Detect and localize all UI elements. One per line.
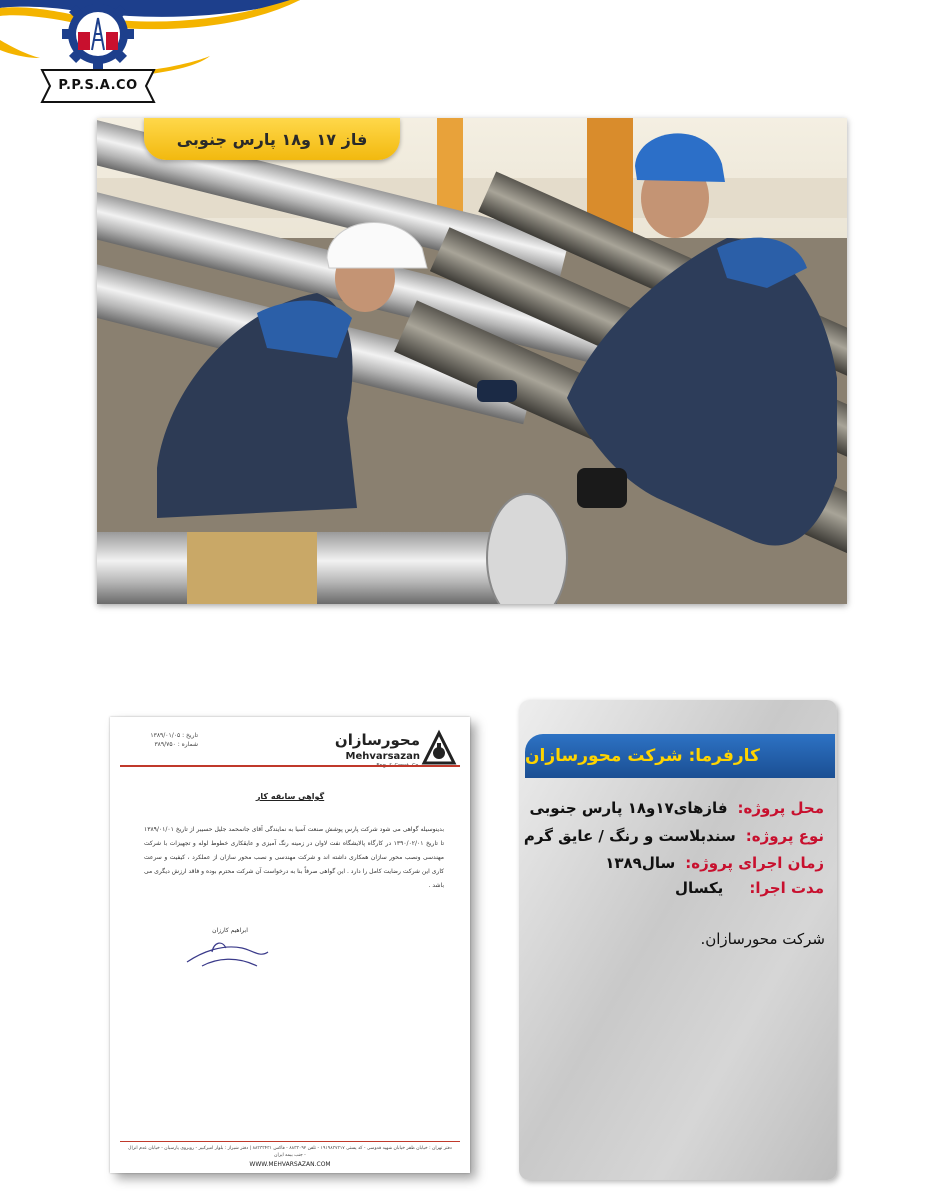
info-value: سال۱۳۸۹ xyxy=(605,854,676,872)
info-row-type xyxy=(524,825,824,847)
info-label: مدت اجرا: xyxy=(749,879,824,897)
reference-letter xyxy=(110,717,470,1173)
info-value: فازهای۱۷و۱۸ پارس جنوبی xyxy=(529,799,728,817)
client-title-text: کارفرما: شرکت محورسازان xyxy=(525,746,760,766)
letter-subject: گواهی سابقه کار xyxy=(255,792,325,801)
letter-date: تاریخ : ۱۳۸۹/۰۱/۰۵ xyxy=(150,732,198,739)
letter-header-rule xyxy=(120,765,460,767)
letter-company-en: Mehvarsazan xyxy=(345,751,420,762)
client-title xyxy=(525,734,835,778)
letter-date-block xyxy=(138,731,198,749)
panel-note: شرکت محورسازان. xyxy=(700,930,825,948)
info-value: یکسال xyxy=(675,879,724,897)
logo-text: P.P.S.A.CO xyxy=(58,77,138,93)
info-label: نوع پروژه: xyxy=(745,827,824,845)
info-row-time xyxy=(524,852,824,874)
letter-company-fa: محورسازان xyxy=(334,731,420,749)
letter-footer-rule xyxy=(120,1141,460,1142)
letter-website: WWW.MEHVARSAZAN.COM xyxy=(249,1161,331,1168)
info-row-duration xyxy=(524,877,824,899)
signature-name: ابراهیم کارزان xyxy=(212,927,248,934)
project-photo xyxy=(97,118,847,604)
info-value: سندبلاست و رنگ / عایق گرم xyxy=(523,827,736,845)
letter-footer: دفتر تهران : خیابان ظفر خیابان شهید قدوسی - کد پستی ۱۹۱۹۸۳۷۳۱۷ - تلفن ۸۸۳۳۰۹۲ - فاکس ۸۸۳۳۳۴۳۱ | دفتر شیراز : بلوار امیرکبیر - روبروی پارسیان - خیابان عدم انزال - جنب بیمه ایران xyxy=(128,1146,452,1158)
letter-logo-icon xyxy=(420,729,458,767)
info-row-location xyxy=(524,797,824,819)
photo-caption: فاز ۱۷ و۱۸ پارس جنوبی xyxy=(144,118,400,160)
letter-body: بدینوسیله گواهی می شود شرکت پارس پوشش صنعت آسیا به نمایندگی آقای جانمحمد جلیل حسیبر از تاریخ ۱۳۸۹/۰۱/۰۱ تا تاریخ ۱۳۹۰/۰۲/۰۱ در کارگاه پالایشگاه نفت لاوان در زمینه رنگ آمیزی و عایقکاری خطوط لوله و تجهیزات با شرکت مهندسی ونصب محور سازان همکاری داشته اند و شرکت مهندسی و نصب محور سازان از عملکرد ، کیفیت و سرعت کاری این شرکت رضایت کامل را دارد . این گواهی صرفاً بنا به درخواست آن شرکت محترم بوده و فاقد ارزش دیگری می باشد . xyxy=(144,826,444,889)
letter-number: شماره : ۳۸۹/۷۵۰ xyxy=(154,741,198,748)
info-label: زمان اجرای پروژه: xyxy=(685,854,824,872)
info-label: محل پروژه: xyxy=(737,799,824,817)
